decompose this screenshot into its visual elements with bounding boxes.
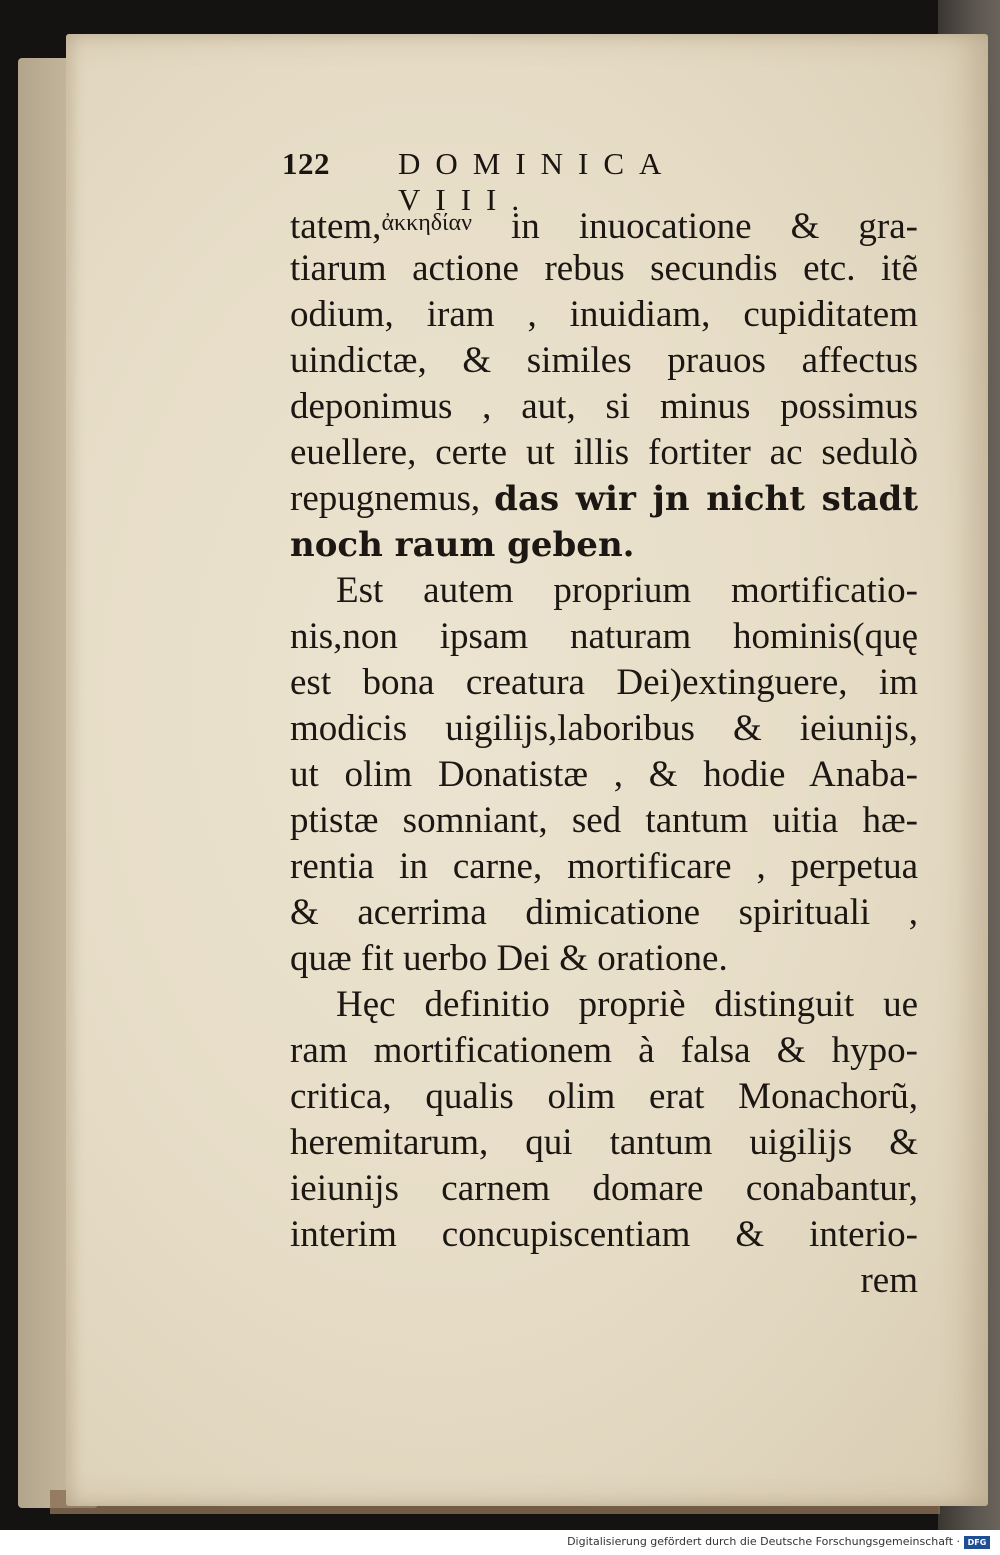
footer-bar bbox=[0, 1530, 1000, 1555]
text-segment: in inuocatione & gra- bbox=[471, 206, 918, 247]
blackletter-text: noch raum geben. bbox=[290, 525, 635, 565]
text-segment: interim concupiscentiam & interio- bbox=[290, 1214, 918, 1255]
text-segment: odium, iram , inuidiam, cupiditatem bbox=[290, 294, 918, 335]
running-title: DOMINICA VIII. bbox=[398, 146, 675, 217]
text-line bbox=[290, 568, 918, 614]
text-segment: deponimus , aut, si minus possimus bbox=[290, 386, 918, 427]
text-line bbox=[290, 706, 918, 752]
text-segment: uindictæ, & similes prauos affectus bbox=[290, 340, 918, 381]
text-line bbox=[290, 1120, 918, 1166]
text-segment: euellere, certe ut illis fortiter ac sedulò bbox=[290, 432, 918, 473]
text-segment: & acerrima dimicatione spirituali , bbox=[290, 892, 918, 933]
text-segment: tatem, bbox=[290, 206, 382, 247]
text-line bbox=[290, 1258, 918, 1304]
body-text bbox=[290, 200, 918, 1304]
text-segment: ptistæ somniant, sed tantum uitia hæ- bbox=[290, 800, 918, 841]
text-segment: ieiunijs carnem domare conabantur, bbox=[290, 1168, 918, 1209]
text-segment: rem bbox=[860, 1260, 918, 1301]
text-line bbox=[290, 522, 918, 568]
text-line bbox=[290, 1028, 918, 1074]
text-line bbox=[290, 798, 918, 844]
text-line bbox=[290, 936, 918, 982]
text-line bbox=[290, 614, 918, 660]
text-line bbox=[290, 844, 918, 890]
text-segment: ram mortificationem à falsa & hypo- bbox=[290, 1030, 918, 1071]
text-segment: est bona creatura Dei)extinguere, im bbox=[290, 662, 918, 703]
text-segment: repugnemus, bbox=[290, 478, 495, 519]
page-number: 122 bbox=[282, 146, 330, 181]
text-line bbox=[290, 982, 918, 1028]
text-line bbox=[290, 430, 918, 476]
text-line bbox=[290, 292, 918, 338]
text-line bbox=[290, 890, 918, 936]
text-segment: Est autem proprium mortificatio- bbox=[336, 570, 918, 611]
text-line bbox=[290, 476, 918, 522]
text-segment: tiarum actione rebus secundis etc. itẽ bbox=[290, 248, 918, 289]
text-segment: heremitarum, qui tantum uigilijs & bbox=[290, 1122, 918, 1163]
text-segment: quæ fit uerbo Dei & oratione. bbox=[290, 938, 728, 979]
text-segment: modicis uigilijs,laboribus & ieiunijs, bbox=[290, 708, 918, 749]
text-line bbox=[290, 752, 918, 798]
text-line bbox=[290, 1166, 918, 1212]
text-line bbox=[290, 246, 918, 292]
greek-text: ἀκκηδίαν bbox=[381, 210, 472, 236]
text-segment: critica, qualis olim erat Monachorũ, bbox=[290, 1076, 918, 1117]
text-line bbox=[290, 338, 918, 384]
text-line bbox=[290, 200, 918, 246]
page-header bbox=[282, 146, 802, 217]
text-segment: ut olim Donatistæ , & hodie Anaba- bbox=[290, 754, 918, 795]
text-segment: rentia in carne, mortificare , perpetua bbox=[290, 846, 918, 887]
text-line bbox=[290, 660, 918, 706]
text-segment: Hęc definitio propriè distinguit ue bbox=[336, 984, 918, 1025]
blackletter-text: das wir jn nicht stadt bbox=[494, 479, 918, 519]
text-line bbox=[290, 384, 918, 430]
text-line bbox=[290, 1212, 918, 1258]
text-segment: nis,non ipsam naturam hominis(quę bbox=[290, 616, 918, 657]
footer-credit: Digitalisierung gefördert durch die Deutsche Forschungsgemeinschaft · bbox=[567, 1535, 960, 1548]
dfg-logo: DFG bbox=[964, 1536, 990, 1549]
text-line bbox=[290, 1074, 918, 1120]
